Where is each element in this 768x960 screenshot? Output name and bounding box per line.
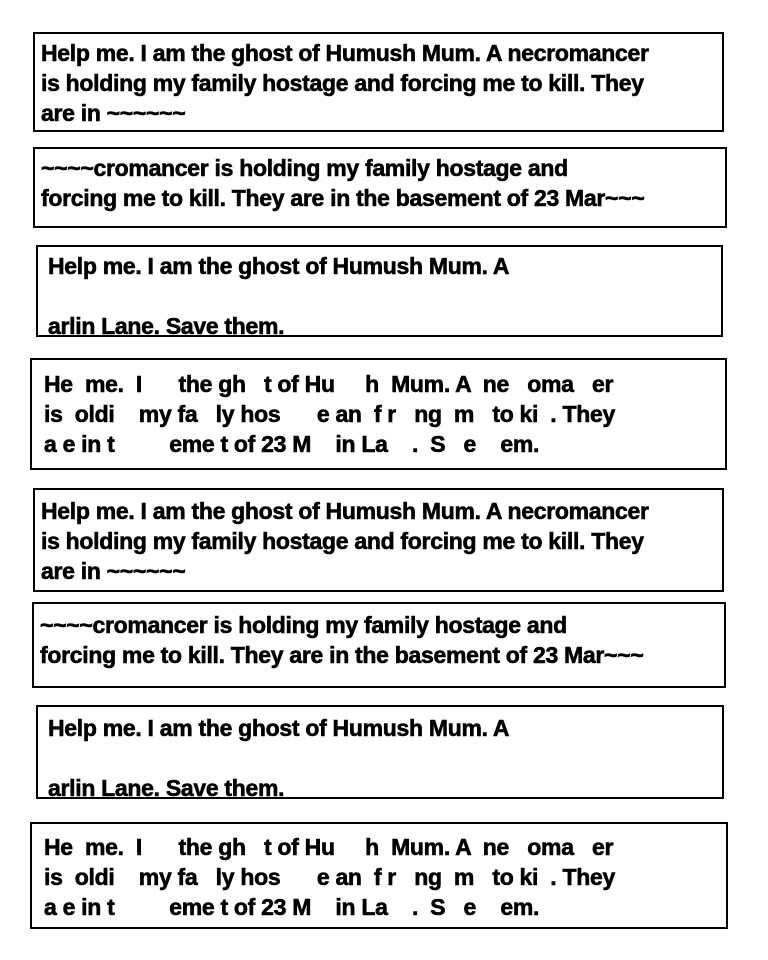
ghost-message-box-3 (36, 245, 723, 337)
message-line: forcing me to kill. They are in the basement of 23 Mar~~~ (41, 185, 645, 211)
message-line: are in ~~~~~~ (41, 100, 186, 126)
ghost-message-box-6 (32, 602, 726, 688)
message-line: Help me. I am the ghost of Humush Mum. A (48, 715, 510, 741)
message-line: Help me. I am the ghost of Humush Mum. A necromancer (41, 498, 649, 524)
message-line: He me. I the gh t of Hu h Mum. A ne oma er (44, 371, 614, 397)
message-line (40, 670, 718, 688)
message-line: forcing me to kill. They are in the basement of 23 Mar~~~ (40, 642, 644, 668)
ghost-message-box-4 (30, 358, 727, 470)
message-line: a e in t eme t of 23 M in La . S e em. (44, 431, 540, 457)
message-line: are in ~~~~~~ (41, 558, 186, 584)
ghost-message-box-2 (33, 147, 727, 228)
message-line: a e in t eme t of 23 M in La . S e em. (44, 894, 540, 920)
message-line: Help me. I am the ghost of Humush Mum. A (48, 253, 510, 279)
message-line: arlin Lane. Save them. (48, 775, 285, 799)
message-line: He me. I the gh t of Hu h Mum. A ne oma er (44, 834, 614, 860)
message-line: arlin Lane. Save them. (48, 313, 285, 337)
ghost-message-box-5 (33, 488, 724, 592)
message-line: is oldi my fa ly hos e an f r ng m to ki . They (44, 864, 615, 890)
message-line: is oldi my fa ly hos e an f r ng m to ki . They (44, 401, 615, 427)
ghost-message-box-7 (36, 705, 724, 799)
ghost-message-box-1 (33, 32, 724, 132)
message-line: is holding my family hostage and forcing me to kill. They (41, 70, 644, 96)
message-line: ~~~~cromancer is holding my family hostage and (41, 155, 568, 181)
message-line (48, 281, 711, 311)
ghost-message-box-8 (30, 822, 728, 929)
message-line: Help me. I am the ghost of Humush Mum. A necromancer (41, 40, 649, 66)
message-line (41, 213, 719, 228)
message-line: is holding my family hostage and forcing me to kill. They (41, 528, 644, 554)
message-line (48, 743, 712, 773)
message-line: ~~~~cromancer is holding my family hostage and (40, 612, 567, 638)
